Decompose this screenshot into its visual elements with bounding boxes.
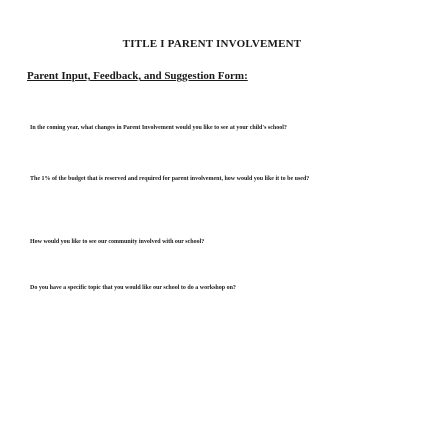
- question-workshop: Do you have a specific topic that you would like our school to do a workshop on?: [30, 285, 236, 291]
- document-title: TITLE I PARENT INVOLVEMENT: [122, 38, 302, 50]
- form-subtitle: Parent Input, Feedback, and Suggestion Form:: [27, 70, 248, 82]
- question-changes: In the coming year, what changes in Parent Involvement would you like to see at your child's school?: [30, 125, 287, 131]
- question-budget: The 1% of the budget that is reserved and required for parent involvement, how would you like it to be used?: [30, 176, 310, 182]
- question-community: How would you like to see our community involved with our school?: [30, 239, 205, 245]
